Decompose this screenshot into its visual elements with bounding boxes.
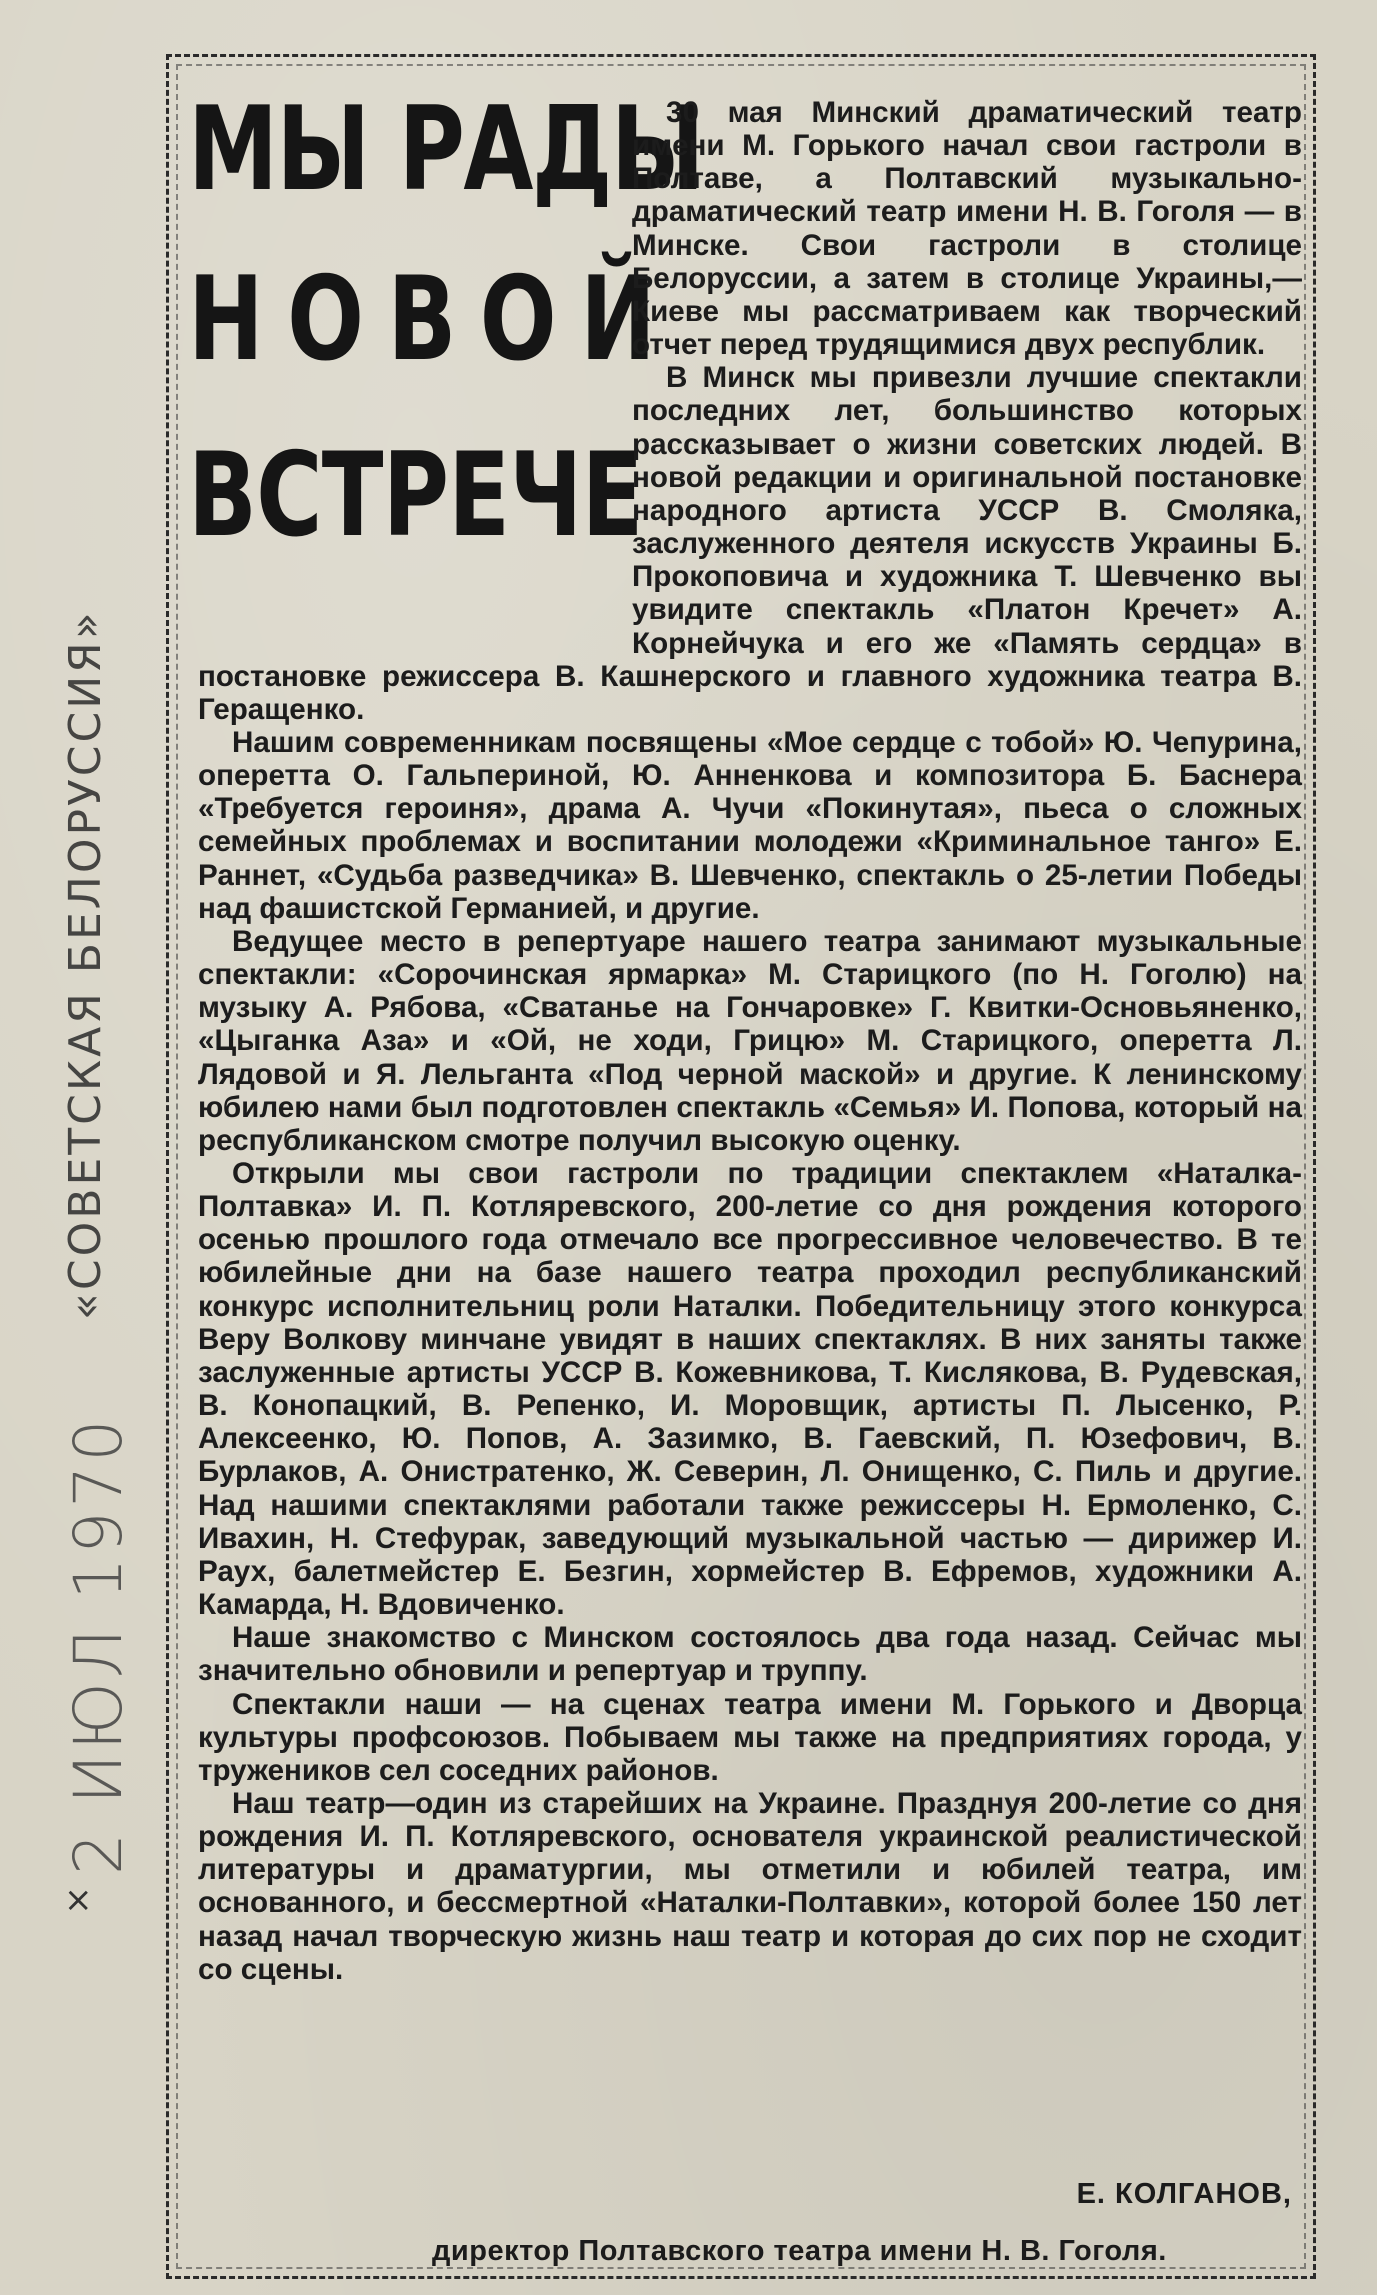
article-paragraph: Наше знакомство с Минском состоялось два года назад. Сейчас мы значительно обновили и репертуар и труппу.	[198, 1621, 1302, 1688]
newspaper-source-stamp: «СОВЕТСКАЯ БЕЛОРУССИЯ»	[60, 609, 111, 1320]
stamp-mark: ×	[64, 1880, 93, 1920]
article-paragraph: Открыли мы свои гастроли по традиции спектаклем «Наталка-Полтавка» И. П. Котляревского, 200-летие со дня рождения которого осенью прошлого года отмечало все прогрессивное человечество. В те юбилейные дни на базе нашего театра проходил республиканский конкурс исполнительниц роли Наталки. Победительницу этого конкурса Веру Волкову минчане увидят в наших спектаклях. В них заняты также заслуженные артисты УССР В. Кожевникова, Т. Кислякова, В. Рудевская, В. Конопацкий, В. Репенко, И. Моровщик, артисты П. Лысенко, Р. Алексеенко, Ю. Попов, А. Зазимко, В. Гаевский, П. Юзефович, В. Бурлаков, А. Онистратенко, Ж. Северин, Л. Онищенко, С. Пиль и другие. Над нашими спектаклями работали также режиссеры Н. Ермоленко, С. Ивахин, Н. Стефурак, заведующий музыкальной частью — дирижер И. Раух, балетмейстер Е. Безгин, хормейстер В. Ефремов, художники А. Камарда, Н. Вдовиченко.	[198, 1157, 1302, 1622]
date-stamp: 2 ИЮЛ 1970	[60, 1415, 137, 1875]
headline-line-2: НОВОЙ	[188, 252, 680, 387]
article-paragraph: Ведущее место в репертуаре нашего театра занимают музыкальные спектакли: «Сорочинская ярмарка» М. Старицкого (по Н. Гоголю) на музыку А. Рябова, «Сватанье на Гончаровке» Г. Квитки-Основьяненко, «Цыганка Аза» и «Ой, не ходи, Грицю» М. Старицкого, оперетта Л. Лядовой и Я. Лельганта «Под черной маской» и другие. К ленинскому юбилею нами был подготовлен спектакль «Семья» И. Попова, который на республиканском смотре получил высокую оценку.	[198, 924, 1302, 1157]
article-paragraph: Нашим современникам посвящены «Мое сердце с тобой» Ю. Чепурина, оперетта О. Гальпериной, Ю. Анненкова и композитора Б. Баснера «Требуется героиня», драма А. Чучи «Покинутая», пьеса о сложных семейных проблемах и воспитании молодежи «Криминальное танго» Е. Раннет, «Судьба разведчика» В. Шевченко, спектакль о 25-летии Победы над фашистской Германией, и другие.	[198, 725, 1302, 925]
article-paragraph: В Минск мы привезли лучшие спектакли последних лет, большинство которых рассказывает о жизни советских людей. В новой редакции и оригинальной постановке народного артиста УССР В. Смоляка, заслуженного деятеля искусств Украины Б. Прокоповича и художника Т. Шевченко вы увидите спектакль «Платон Кречет» А. Корнейчука и его же «Память сердца» в постановке режиссера В. Кашнерского и главного художника театра В. Геращенко.	[198, 361, 1302, 726]
author-title: директор Полтавского театра имени Н. В. Гоголя.	[432, 2235, 1167, 2267]
author-signature	[430, 2178, 1300, 2268]
article-paragraph: Спектакли наши — на сценах театра имени М. Горького и Дворца культуры профсоюзов. Побываем мы также на предприятиях города, у тружеников сел соседних районов.	[198, 1687, 1302, 1787]
article-body	[198, 96, 1302, 1986]
headline-space	[198, 96, 632, 628]
headline-line-3: ВСТРЕЧЕ	[188, 428, 643, 563]
article-paragraph: 30 мая Минский драматический театр имени М. Горького начал свои гастроли в Полтаве, а Полтавский музыкально-драматический театр имени Н. В. Гоголя — в Минске. Свои гастроли в столице Белоруссии, а затем в столице Украины,—Киеве мы рассматриваем как творческий отчет перед трудящимися двух республик.	[632, 96, 1302, 362]
author-name: Е. КОЛГАНОВ,	[1076, 2178, 1292, 2210]
headline-line-1: МЫ РАДЫ	[188, 82, 704, 217]
article-paragraph: Наш театр—один из старейших на Украине. Празднуя 200-летие со дня рождения И. П. Котляревского, основателя украинской реалистической литературы и драматургии, мы отметили и юбилей театра, им основанного, и бессмертной «Наталки-Полтавки», которой более 150 лет назад начал творческую жизнь наш театр и которая до сих пор не сходит со сцены.	[198, 1786, 1302, 1986]
